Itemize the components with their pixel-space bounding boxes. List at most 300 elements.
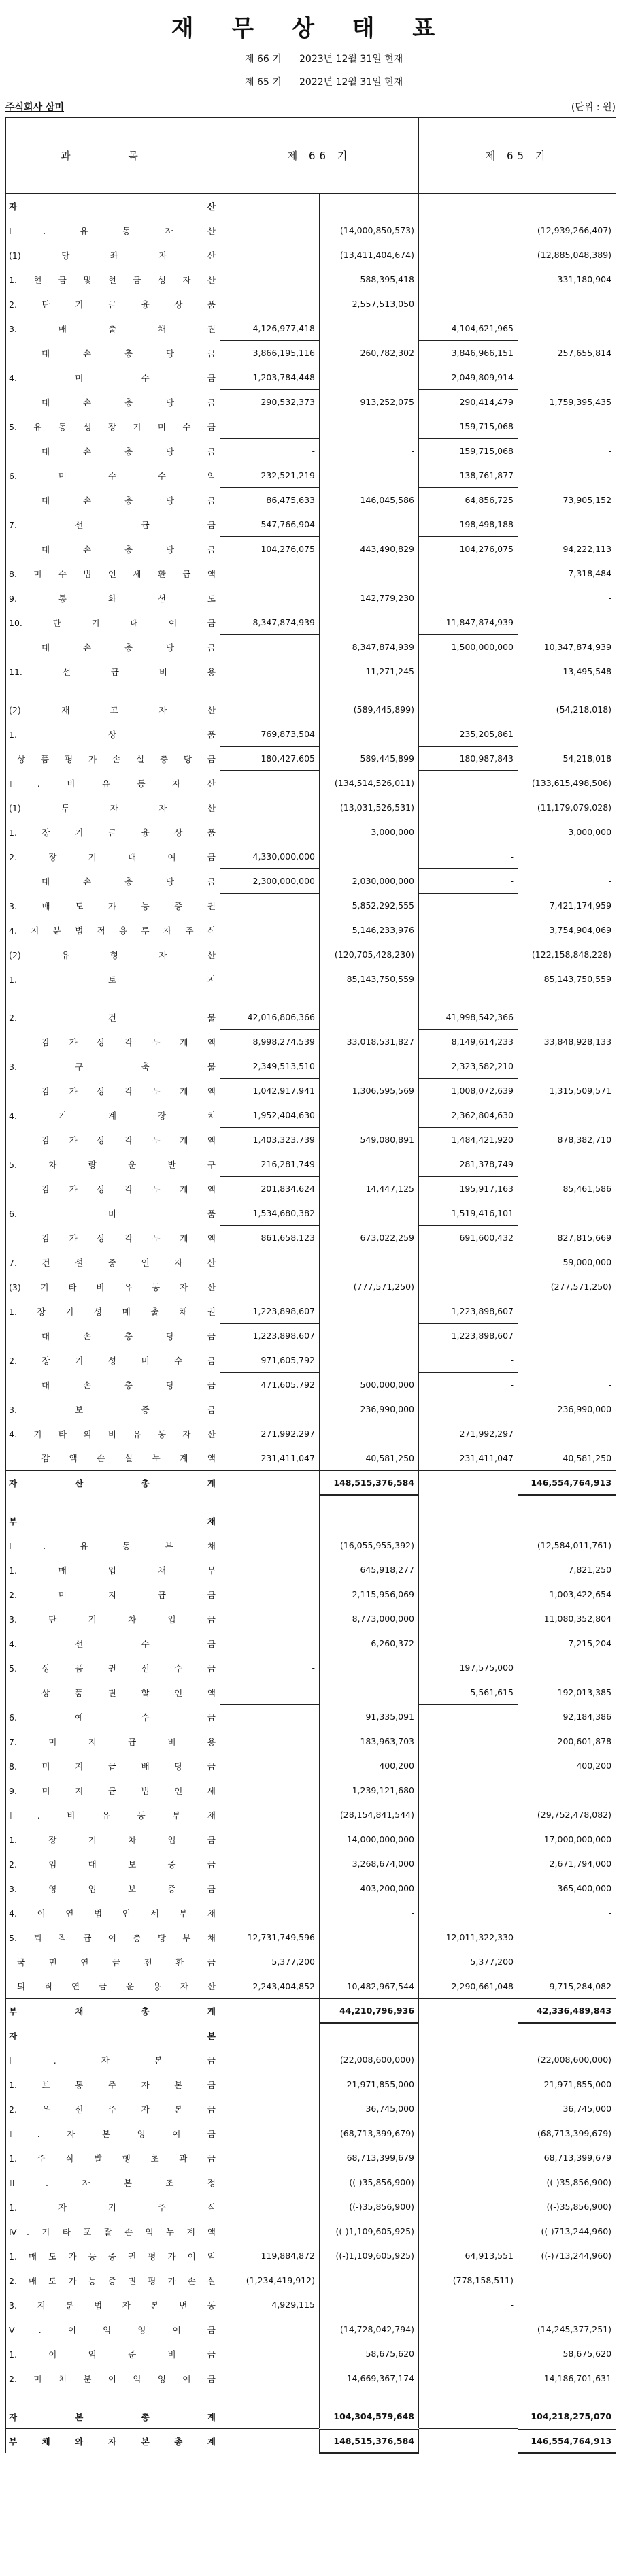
account-name: Ⅰ. 자 본 금 — [6, 2048, 220, 2072]
current-detail — [220, 992, 320, 1005]
account-name: 자 본 총 계 — [6, 2404, 220, 2429]
unit-label: (단위 : 원) — [571, 102, 616, 113]
table-row — [6, 1201, 616, 1226]
account-name: 대 손 충 당 금 — [6, 537, 220, 561]
account-name: 8. 미 지 급 배 당 금 — [6, 1754, 220, 1778]
current-detail — [220, 1533, 320, 1558]
prior-amount — [518, 1925, 616, 1950]
account-name: 대 손 충 당 금 — [6, 869, 220, 894]
account-name: Ⅴ. 이 익 잉 여 금 — [6, 2317, 220, 2342]
current-amount — [320, 1950, 419, 1974]
spacer-row — [6, 2391, 616, 2404]
prior-detail — [419, 2146, 518, 2170]
prior-amount: 94,222,113 — [518, 537, 616, 561]
account-name: 대 손 충 당 금 — [6, 439, 220, 463]
prior-detail: 41,998,542,366 — [419, 1005, 518, 1030]
prior-amount: 331,180,904 — [518, 267, 616, 292]
current-amount — [320, 1152, 419, 1177]
prior-amount: - — [518, 1778, 616, 1803]
account-name: 7. 건 설 중 인 자 산 — [6, 1250, 220, 1275]
current-amount: 44,210,796,936 — [320, 1999, 419, 2023]
current-amount: 588,395,418 — [320, 267, 419, 292]
current-amount — [320, 1250, 419, 1275]
prior-detail: 1,519,416,101 — [419, 1201, 518, 1226]
prior-amount — [518, 2023, 616, 2048]
current-amount: (120,705,428,230) — [320, 943, 419, 967]
prior-amount: (54,218,018) — [518, 698, 616, 722]
prior-amount: 54,218,018 — [518, 747, 616, 771]
prior-detail — [419, 992, 518, 1005]
current-amount: 14,000,000,000 — [320, 1827, 419, 1852]
spacer-row — [6, 684, 616, 698]
current-detail — [220, 2195, 320, 2219]
prior-amount: 257,655,814 — [518, 341, 616, 365]
table-row — [6, 747, 616, 771]
table-row — [6, 894, 616, 918]
table-row — [6, 463, 616, 488]
account-name: 6. 미 수 수 익 — [6, 463, 220, 488]
prior-detail: 3,846,966,151 — [419, 341, 518, 365]
current-amount — [320, 1299, 419, 1324]
current-amount: (589,445,899) — [320, 698, 419, 722]
current-detail — [220, 1999, 320, 2023]
current-detail — [220, 2429, 320, 2453]
prior-amount: (277,571,250) — [518, 1275, 616, 1299]
current-detail: 216,281,749 — [220, 1152, 320, 1177]
account-name: 7. 선 급 금 — [6, 512, 220, 537]
current-detail: - — [220, 439, 320, 463]
prior-amount — [518, 1299, 616, 1324]
table-header — [6, 118, 616, 194]
prior-detail — [419, 194, 518, 218]
current-amount — [320, 2268, 419, 2293]
account-name: Ⅱ. 자 본 잉 여 금 — [6, 2121, 220, 2146]
account-name: 4. 기 타 의 비 유 동 자 산 — [6, 1422, 220, 1446]
prior-detail — [419, 1754, 518, 1778]
account-name: 3. 영 업 보 증 금 — [6, 1876, 220, 1901]
current-detail: 271,992,297 — [220, 1422, 320, 1446]
prior-detail — [419, 894, 518, 918]
table-row — [6, 218, 616, 243]
account-name: 감 액 손 실 누 계 액 — [6, 1446, 220, 1471]
current-amount: 14,669,367,174 — [320, 2366, 419, 2391]
prior-detail — [419, 1705, 518, 1729]
table-row — [6, 341, 616, 365]
prior-amount — [518, 365, 616, 390]
spacer-row — [6, 992, 616, 1005]
prior-detail — [419, 2097, 518, 2121]
account-name: 1. 장 기 성 매 출 채 권 — [6, 1299, 220, 1324]
table-row — [6, 610, 616, 635]
prior-amount: (133,615,498,506) — [518, 771, 616, 796]
prior-detail — [419, 1876, 518, 1901]
table-row — [6, 488, 616, 512]
current-amount — [320, 1495, 419, 1509]
table-row — [6, 1299, 616, 1324]
table-row — [6, 2404, 616, 2429]
account-name — [6, 684, 220, 698]
prior-amount: 17,000,000,000 — [518, 1827, 616, 1852]
current-detail — [220, 1705, 320, 1729]
current-amount: ((-)35,856,900) — [320, 2170, 419, 2195]
prior-amount: 200,601,878 — [518, 1729, 616, 1754]
current-amount: (13,031,526,531) — [320, 796, 419, 820]
table-row — [6, 1582, 616, 1607]
current-detail — [220, 1876, 320, 1901]
account-name: 2. 임 대 보 증 금 — [6, 1852, 220, 1876]
account-name: 5. 유 동 성 장 기 미 수 금 — [6, 414, 220, 439]
account-name: 1. 자 기 주 식 — [6, 2195, 220, 2219]
account-name: 11. 선 급 비 용 — [6, 659, 220, 684]
company-row — [5, 97, 616, 117]
prior-detail — [419, 2023, 518, 2048]
prior-detail — [419, 267, 518, 292]
prior-detail: 64,856,725 — [419, 488, 518, 512]
prior-amount: 146,554,764,913 — [518, 1471, 616, 1495]
prior-detail: - — [419, 845, 518, 869]
period-current — [245, 48, 422, 71]
account-name: 대 손 충 당 금 — [6, 390, 220, 414]
table-row — [6, 1446, 616, 1471]
prior-detail — [419, 820, 518, 845]
current-amount: 40,581,250 — [320, 1446, 419, 1471]
table-row — [6, 2219, 616, 2244]
account-name — [6, 1495, 220, 1509]
table-row — [6, 1925, 616, 1950]
prior-amount: 7,821,250 — [518, 1558, 616, 1582]
table-row — [6, 1558, 616, 1582]
table-row — [6, 2342, 616, 2366]
current-detail: 471,605,792 — [220, 1373, 320, 1397]
prior-detail: 2,362,804,630 — [419, 1103, 518, 1128]
current-detail: 1,203,784,448 — [220, 365, 320, 390]
current-detail — [220, 2219, 320, 2244]
prior-amount: - — [518, 869, 616, 894]
prior-amount: ((-)713,244,960) — [518, 2219, 616, 2244]
current-amount: 8,347,874,939 — [320, 635, 419, 659]
prior-amount: 73,905,152 — [518, 488, 616, 512]
account-name: 부 채 와 자 본 총 계 — [6, 2429, 220, 2453]
current-detail — [220, 1901, 320, 1925]
account-name: 1. 주 식 발 행 초 과 금 — [6, 2146, 220, 2170]
prior-amount — [518, 1656, 616, 1680]
table-row — [6, 537, 616, 561]
prior-amount: 11,080,352,804 — [518, 1607, 616, 1631]
prior-detail: (778,158,511) — [419, 2268, 518, 2293]
account-name: Ⅳ. 기 타 포 괄 손 익 누 계 액 — [6, 2219, 220, 2244]
prior-detail — [419, 2048, 518, 2072]
prior-amount: 14,186,701,631 — [518, 2366, 616, 2391]
prior-detail — [419, 218, 518, 243]
period-prior — [245, 71, 422, 94]
current-detail: 8,998,274,539 — [220, 1030, 320, 1054]
account-name: 1. 매 입 채 무 — [6, 1558, 220, 1582]
prior-amount: 2,671,794,000 — [518, 1852, 616, 1876]
account-name: 7. 미 지 급 비 용 — [6, 1729, 220, 1754]
current-detail — [220, 1631, 320, 1656]
account-name: Ⅰ. 유 동 부 채 — [6, 1533, 220, 1558]
current-detail: 119,884,872 — [220, 2244, 320, 2268]
prior-amount — [518, 1152, 616, 1177]
table-row — [6, 586, 616, 610]
account-name: (1) 당 좌 자 산 — [6, 243, 220, 267]
prior-amount: (12,584,011,761) — [518, 1533, 616, 1558]
table-row — [6, 512, 616, 537]
table-row — [6, 2121, 616, 2146]
prior-amount: 33,848,928,133 — [518, 1030, 616, 1054]
prior-amount — [518, 1495, 616, 1509]
company-name: 주식회사 삼미 — [5, 102, 65, 113]
current-detail — [220, 1558, 320, 1582]
current-amount — [320, 1103, 419, 1128]
current-detail: 1,403,323,739 — [220, 1128, 320, 1152]
prior-detail: 8,149,614,233 — [419, 1030, 518, 1054]
current-amount: 589,445,899 — [320, 747, 419, 771]
account-name: 3. 단 기 차 입 금 — [6, 1607, 220, 1631]
current-amount: (68,713,399,679) — [320, 2121, 419, 2146]
current-amount — [320, 684, 419, 698]
prior-amount: 827,815,669 — [518, 1226, 616, 1250]
prior-detail — [419, 561, 518, 586]
current-amount: 10,482,967,544 — [320, 1974, 419, 1999]
prior-amount — [518, 684, 616, 698]
prior-detail — [419, 2342, 518, 2366]
table-row — [6, 1680, 616, 1705]
prior-detail — [419, 1558, 518, 1582]
account-name: 자 본 — [6, 2023, 220, 2048]
table-row — [6, 390, 616, 414]
current-amount — [320, 1324, 419, 1348]
prior-amount: 58,675,620 — [518, 2342, 616, 2366]
prior-amount: ((-)35,856,900) — [518, 2170, 616, 2195]
account-name: 5. 차 량 운 반 구 — [6, 1152, 220, 1177]
prior-detail: 1,484,421,920 — [419, 1128, 518, 1152]
account-name: 2. 장 기 대 여 금 — [6, 845, 220, 869]
prior-amount — [518, 1348, 616, 1373]
current-detail: 4,126,977,418 — [220, 316, 320, 341]
prior-detail: 104,276,075 — [419, 537, 518, 561]
prior-amount: 59,000,000 — [518, 1250, 616, 1275]
current-detail — [220, 2404, 320, 2429]
current-detail — [220, 1803, 320, 1827]
prior-amount — [518, 2268, 616, 2293]
prior-amount — [518, 2293, 616, 2317]
prior-detail — [419, 1582, 518, 1607]
current-amount — [320, 1201, 419, 1226]
current-amount — [320, 1005, 419, 1030]
account-name: (2) 유 형 자 산 — [6, 943, 220, 967]
current-detail: 1,223,898,607 — [220, 1324, 320, 1348]
account-name: 감 가 상 각 누 계 액 — [6, 1079, 220, 1103]
prior-detail: 12,011,322,330 — [419, 1925, 518, 1950]
account-name: 4. 선 수 금 — [6, 1631, 220, 1656]
table-row — [6, 1030, 616, 1054]
current-detail: 547,766,904 — [220, 512, 320, 537]
table-row — [6, 918, 616, 943]
prior-amount: 9,715,284,082 — [518, 1974, 616, 1999]
account-name: 1. 상 품 — [6, 722, 220, 747]
current-amount — [320, 610, 419, 635]
prior-amount: ((-)713,244,960) — [518, 2244, 616, 2268]
current-amount — [320, 1348, 419, 1373]
period-prior-label: 제 65 기 — [245, 77, 282, 88]
current-amount — [320, 1509, 419, 1533]
account-name: 2. 단 기 금 융 상 품 — [6, 292, 220, 316]
table-row — [6, 1471, 616, 1495]
table-row — [6, 1778, 616, 1803]
prior-amount: - — [518, 586, 616, 610]
current-detail — [220, 292, 320, 316]
account-name: 5. 퇴 직 급 여 충 당 부 채 — [6, 1925, 220, 1950]
account-name: 1. 이 익 준 비 금 — [6, 2342, 220, 2366]
current-amount — [320, 1656, 419, 1680]
prior-detail — [419, 1827, 518, 1852]
current-amount: ((-)1,109,605,925) — [320, 2244, 419, 2268]
current-amount: 148,515,376,584 — [320, 1471, 419, 1495]
account-name: 5. 상 품 권 선 수 금 — [6, 1656, 220, 1680]
prior-amount: 1,315,509,571 — [518, 1079, 616, 1103]
current-detail: 1,534,680,382 — [220, 1201, 320, 1226]
current-detail — [220, 894, 320, 918]
prior-detail: 235,205,861 — [419, 722, 518, 747]
current-amount: (14,728,042,794) — [320, 2317, 419, 2342]
prior-amount: 36,745,000 — [518, 2097, 616, 2121]
account-name: 6. 예 수 금 — [6, 1705, 220, 1729]
current-amount: 58,675,620 — [320, 2342, 419, 2366]
current-detail: (1,234,419,912) — [220, 2268, 320, 2293]
statement-table — [5, 117, 616, 2454]
table-row — [6, 1324, 616, 1348]
prior-detail — [419, 1397, 518, 1422]
table-row — [6, 659, 616, 684]
table-row — [6, 1999, 616, 2023]
account-name: 4. 지 분 법 적 용 투 자 주 식 — [6, 918, 220, 943]
prior-amount: 42,336,489,843 — [518, 1999, 616, 2023]
current-amount: (16,055,955,392) — [320, 1533, 419, 1558]
current-detail: 290,532,373 — [220, 390, 320, 414]
prior-detail — [419, 2391, 518, 2404]
current-amount: (28,154,841,544) — [320, 1803, 419, 1827]
account-name: 1. 매 도 가 능 증 권 평 가 이 익 — [6, 2244, 220, 2268]
current-detail: 42,016,806,366 — [220, 1005, 320, 1030]
current-amount: - — [320, 1901, 419, 1925]
current-amount: 500,000,000 — [320, 1373, 419, 1397]
prior-detail: 231,411,047 — [419, 1446, 518, 1471]
table-row — [6, 292, 616, 316]
current-detail — [220, 967, 320, 992]
current-detail: 104,276,075 — [220, 537, 320, 561]
current-detail — [220, 2048, 320, 2072]
table-row — [6, 561, 616, 586]
current-detail: 3,866,195,116 — [220, 341, 320, 365]
spacer-row — [6, 1495, 616, 1509]
current-amount: 8,773,000,000 — [320, 1607, 419, 1631]
prior-detail — [419, 2072, 518, 2097]
current-detail — [220, 918, 320, 943]
table-row — [6, 869, 616, 894]
current-detail — [220, 1729, 320, 1754]
current-amount: (134,514,526,011) — [320, 771, 419, 796]
prior-amount — [518, 463, 616, 488]
prior-amount: (22,008,600,000) — [518, 2048, 616, 2072]
account-name: 1. 장 기 차 입 금 — [6, 1827, 220, 1852]
prior-amount: (12,885,048,389) — [518, 243, 616, 267]
current-amount: 33,018,531,827 — [320, 1030, 419, 1054]
prior-amount — [518, 722, 616, 747]
current-detail — [220, 2170, 320, 2195]
current-detail — [220, 698, 320, 722]
prior-amount — [518, 2391, 616, 2404]
current-amount: 2,557,513,050 — [320, 292, 419, 316]
current-amount: 36,745,000 — [320, 2097, 419, 2121]
current-detail: - — [220, 1656, 320, 1680]
table-row — [6, 1397, 616, 1422]
header-prior: 제 65 기 — [419, 118, 616, 194]
current-amount — [320, 1054, 419, 1079]
current-amount: 236,990,000 — [320, 1397, 419, 1422]
table-row — [6, 2268, 616, 2293]
prior-detail — [419, 2121, 518, 2146]
prior-detail: 195,917,163 — [419, 1177, 518, 1201]
current-amount: 1,306,595,569 — [320, 1079, 419, 1103]
current-detail — [220, 659, 320, 684]
current-detail: 201,834,624 — [220, 1177, 320, 1201]
current-detail: 1,952,404,630 — [220, 1103, 320, 1128]
prior-detail: 2,290,661,048 — [419, 1974, 518, 1999]
current-amount: (13,411,404,674) — [320, 243, 419, 267]
current-detail — [220, 2023, 320, 2048]
prior-detail: 198,498,188 — [419, 512, 518, 537]
current-detail: 769,873,504 — [220, 722, 320, 747]
current-amount: 14,447,125 — [320, 1177, 419, 1201]
table-row — [6, 2366, 616, 2391]
current-detail — [220, 1754, 320, 1778]
table-row — [6, 698, 616, 722]
table-row — [6, 845, 616, 869]
table-row — [6, 1827, 616, 1852]
account-name: 부 채 — [6, 1509, 220, 1533]
prior-amount: - — [518, 1373, 616, 1397]
account-name: 6. 비 품 — [6, 1201, 220, 1226]
prior-amount — [518, 992, 616, 1005]
table-row — [6, 1803, 616, 1827]
current-amount — [320, 316, 419, 341]
current-detail — [220, 1607, 320, 1631]
prior-detail — [419, 1999, 518, 2023]
prior-amount: 146,554,764,913 — [518, 2429, 616, 2453]
current-detail — [220, 2097, 320, 2121]
table-row — [6, 2195, 616, 2219]
prior-detail — [419, 1631, 518, 1656]
account-name: 3. 매 출 채 권 — [6, 316, 220, 341]
account-name: 2. 미 지 급 금 — [6, 1582, 220, 1607]
account-name: 감 가 상 각 누 계 액 — [6, 1128, 220, 1152]
table-row — [6, 243, 616, 267]
prior-detail: 5,377,200 — [419, 1950, 518, 1974]
table-row — [6, 439, 616, 463]
prior-detail: 1,008,072,639 — [419, 1079, 518, 1103]
current-detail — [220, 2366, 320, 2391]
current-amount: (22,008,600,000) — [320, 2048, 419, 2072]
prior-amount: (122,158,848,228) — [518, 943, 616, 967]
account-name: 2. 매 도 가 능 증 권 평 가 손 실 — [6, 2268, 220, 2293]
table-row — [6, 967, 616, 992]
account-name: 3. 매 도 가 능 증 권 — [6, 894, 220, 918]
prior-detail — [419, 2195, 518, 2219]
current-amount: 5,146,233,976 — [320, 918, 419, 943]
current-detail: 8,347,874,939 — [220, 610, 320, 635]
prior-detail — [419, 698, 518, 722]
